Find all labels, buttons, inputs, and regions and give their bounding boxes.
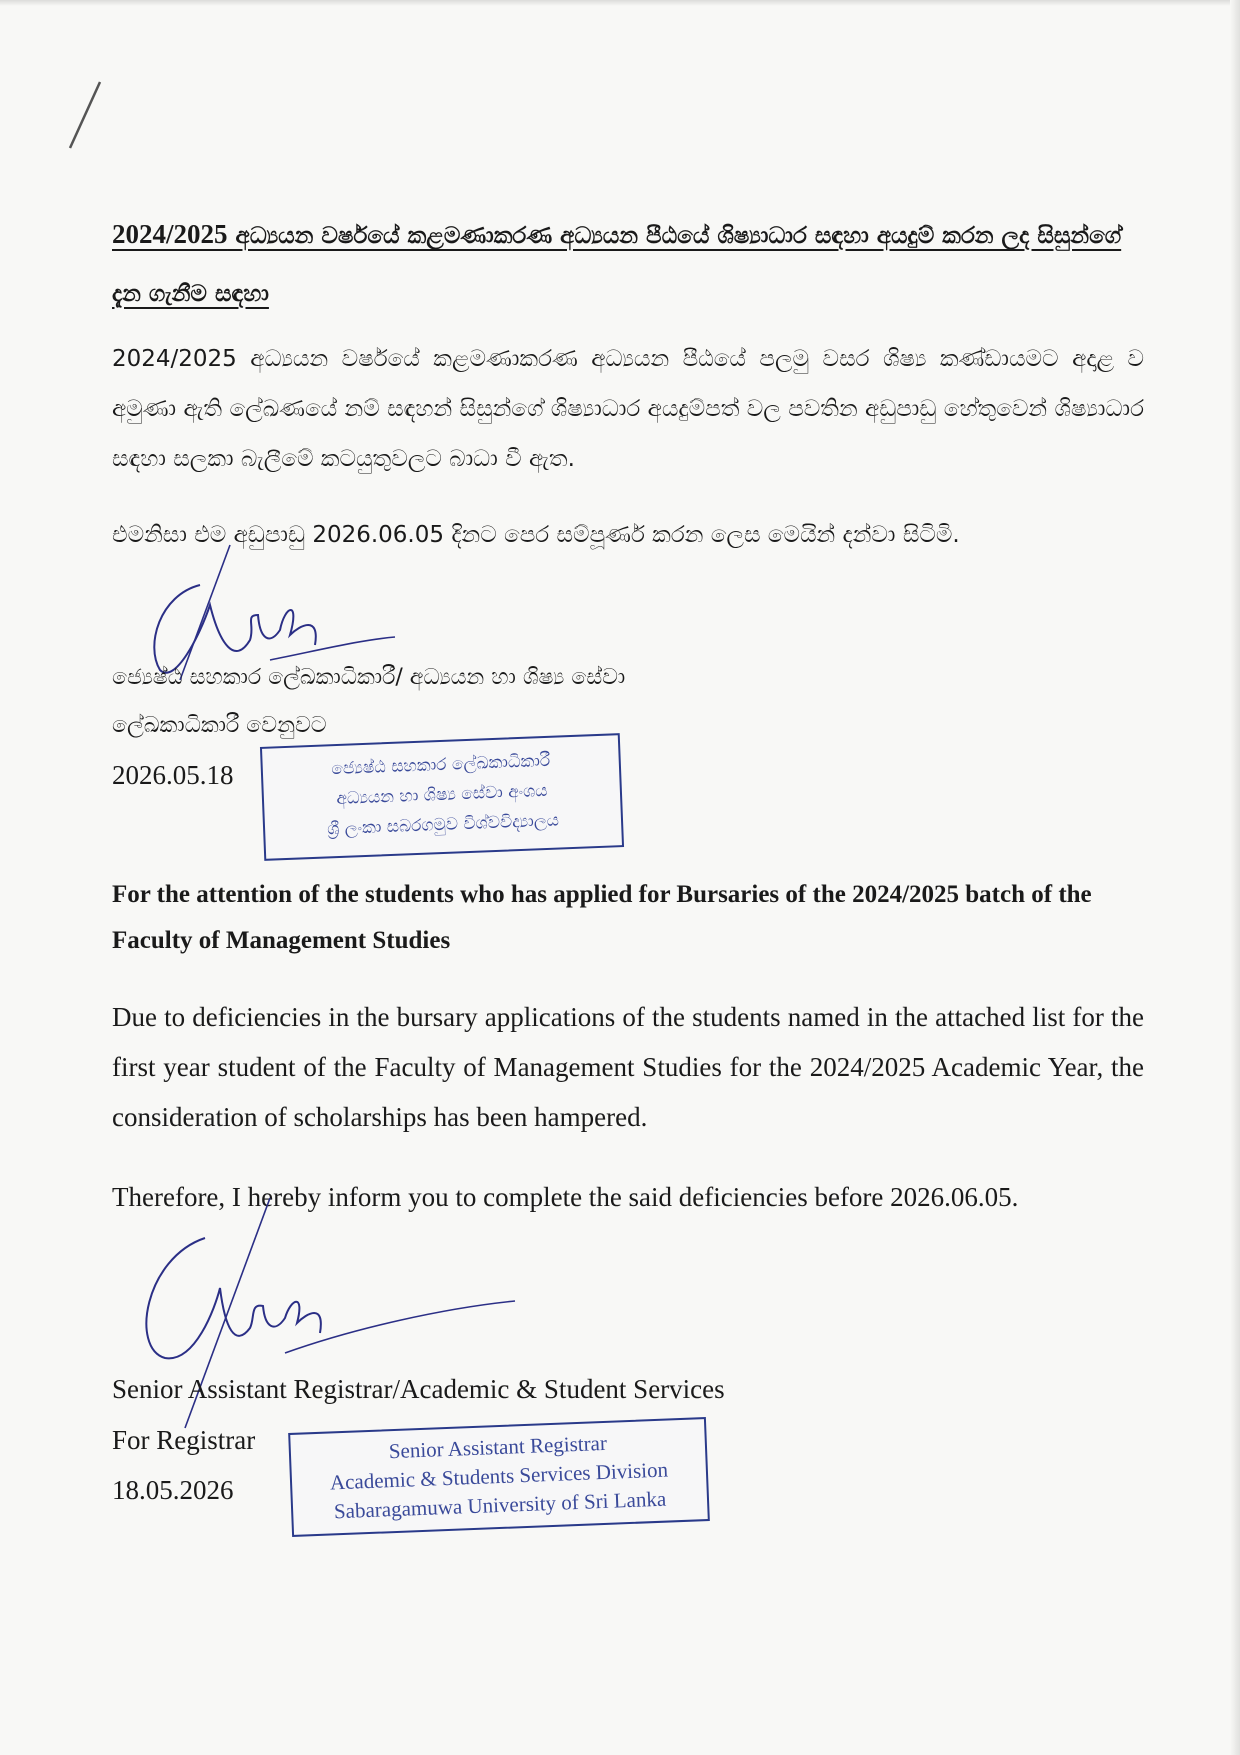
sinhala-title-text: අධ්‍යයන වර්ෂයේ කළමණාකරණ අධ්‍යයන පීඨයේ ශිෂ්‍යාධාර සඳහා අයදුම් කරන ලද සිසුන්ගේ දැන ගැනීම සඳහා [112, 223, 1122, 307]
english-paragraph-1: Due to deficiencies in the bursary applications of the students named in the attached list for the first year student of the Faculty of Management Studies for the 2024/2025 Academic Year, the consideration of scholarships has been hampered. [112, 1002, 1144, 1132]
stamp-line: අධ්‍යයන හා ශිෂ්‍ය සේවා අංශය [336, 780, 548, 810]
stamp-line: ශ්‍රී ලංකා සබරගමුව විශ්වවිද්‍යාලය [326, 810, 560, 840]
stamp-line: Senior Assistant Registrar [388, 1430, 608, 1464]
english-date: 18.05.2026 [112, 1475, 234, 1505]
sinhala-signature [140, 545, 400, 685]
sinhala-official-stamp [260, 733, 624, 861]
sinhala-signatory-title: ජ්‍යෙෂ්ඨ සහකාර ලේඛකාධිකාරී/ අධ්‍යයන හා ශිෂ්‍ය සේවා [112, 665, 626, 690]
sinhala-title-year: 2024/2025 [112, 219, 228, 249]
english-notice-title: For the attention of the students who has applied for Bursaries of the 2024/2025 batch of the Faculty of Management Studies [112, 881, 1092, 954]
scan-top-edge [0, 0, 1240, 6]
sinhala-date: 2026.05.18 [112, 760, 234, 790]
stamp-line: ජ්‍යෙෂ්ඨ සහකාර ලේඛකාධිකාරී [330, 750, 551, 780]
pen-mark [62, 78, 102, 152]
stamp-line: Sabaragamuwa University of Sri Lanka [333, 1486, 667, 1524]
stamp-line: Academic & Students Services Division [329, 1457, 669, 1495]
sinhala-paragraph-1: 2024/2025 අධ්‍යයන වර්ෂයේ කළමණාකරණ අධ්‍යයන පීඨයේ පලමු වසර ශිෂ්‍ය කණ්ඩායමට අදාළ ව අමුණා ඇති ලේඛණයේ නම් සඳහන් සිසුන්ගේ ශිෂ්‍යාධාර අයදුම්පත් වල පවතින අඩුපාඩු හේතුවෙන් ශිෂ්‍යාධාර සඳහා සලකා බැලීමේ කටයුතුවලට බාධා වී ඇත. [112, 346, 1144, 472]
sinhala-signatory-for: ලේඛකාධිකාරී වෙනුවට [112, 713, 327, 738]
scan-side-edge [1230, 0, 1240, 1755]
english-official-stamp [288, 1417, 710, 1537]
sinhala-paragraph-2: එමනිසා එම අඩුපාඩු 2026.06.05 දිනට පෙර සම්පූර්ණ කරන ලෙස මෙයින් දන්වා සිටිමි. [112, 522, 960, 548]
english-paragraph-2: Therefore, I hereby inform you to complete the said deficiencies before 2026.06.05. [112, 1182, 1019, 1212]
english-signatory-title: Senior Assistant Registrar/Academic & Student Services [112, 1374, 725, 1404]
english-signatory-for: For Registrar [112, 1425, 256, 1455]
sinhala-notice-title [112, 205, 1144, 323]
